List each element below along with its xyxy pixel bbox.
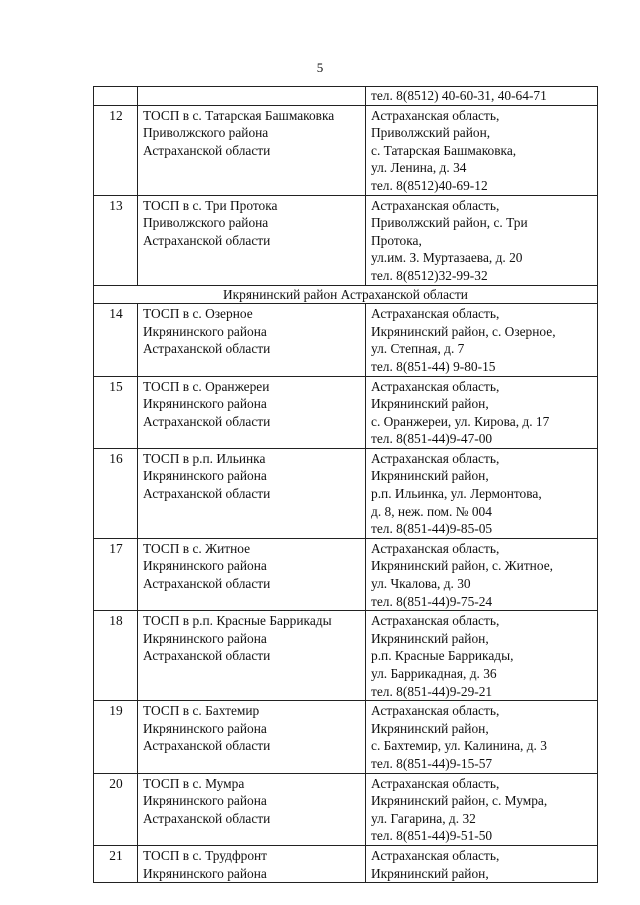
name-line: ТОСП в р.п. Красные Баррикады — [143, 613, 332, 629]
address-line: р.п. Красные Баррикады, — [371, 648, 514, 664]
name-line: Астраханской области — [143, 648, 271, 664]
address-line: тел. 8(851-44)9-47-00 — [371, 431, 493, 447]
cell-number: 17 — [94, 538, 138, 610]
address-line: Астраханская область, — [371, 540, 500, 556]
table-row — [94, 448, 598, 538]
address-line: ул. Баррикадная, д. 36 — [371, 666, 497, 681]
table-row — [94, 773, 598, 845]
table-row — [94, 701, 598, 773]
address-line: Астраханская область, — [371, 197, 500, 213]
address-line: Астраханская область, — [371, 450, 500, 466]
address-line: Приволжский район, с. Три — [371, 215, 528, 231]
name-line: Икрянинского района — [143, 468, 267, 484]
cell-number: 20 — [94, 773, 138, 845]
cell-name — [138, 304, 366, 376]
cell-name — [138, 376, 366, 448]
cell-number: 12 — [94, 105, 138, 195]
table-row — [94, 611, 598, 701]
table-row — [94, 304, 598, 376]
district-header-row — [94, 285, 598, 304]
address-line: Икрянинский район, — [371, 720, 489, 736]
cell-address — [366, 611, 598, 701]
cell-address — [366, 773, 598, 845]
address-line: Астраханская область, — [371, 107, 500, 123]
name-line: Икрянинского района — [143, 558, 267, 574]
address-line: тел. 8(851-44)9-15-57 — [371, 755, 493, 771]
address-line: Икрянинский район, с. Житное, — [371, 558, 553, 574]
cell-name — [138, 538, 366, 610]
cell-address — [366, 538, 598, 610]
name-line: Астраханской области — [143, 413, 271, 429]
address-line: с. Татарская Башмаковка, — [371, 142, 517, 158]
name-line: Астраханской области — [143, 738, 271, 754]
cell-number: 15 — [94, 376, 138, 448]
address-line: ул. Ленина, д. 34 — [371, 160, 467, 176]
name-line: ТОСП в с. Три Протока — [143, 197, 278, 213]
address-line: тел. 8(851-44)9-51-50 — [371, 828, 493, 844]
name-line: ТОСП в р.п. Ильинка — [143, 450, 266, 466]
table-row — [94, 105, 598, 195]
cell-number: 14 — [94, 304, 138, 376]
cell-name — [138, 611, 366, 701]
name-line: ТОСП в с. Бахтемир — [143, 703, 260, 719]
address-line: Астраханская область, — [371, 306, 500, 322]
cell-name — [138, 845, 366, 882]
name-line: Астраханской области — [143, 341, 271, 357]
name-line: Икрянинского района — [143, 720, 267, 736]
address-line: тел. 8(851-44)9-75-24 — [371, 593, 493, 609]
cell-number: 21 — [94, 845, 138, 882]
address-line: Икрянинский район, — [371, 630, 489, 646]
cell-number: 18 — [94, 611, 138, 701]
name-line: ТОСП в с. Озерное — [143, 306, 253, 322]
address-line: Астраханская область, — [371, 775, 500, 791]
address-line: ул. Гагарина, д. 32 — [371, 810, 476, 826]
cell-address — [366, 448, 598, 538]
cell-address — [366, 304, 598, 376]
table-row — [94, 538, 598, 610]
address-line: с. Бахтемир, ул. Калинина, д. 3 — [371, 738, 547, 754]
address-line: тел. 8(851-44)9-29-21 — [371, 683, 493, 699]
cell-name — [138, 105, 366, 195]
name-line: ТОСП в с. Трудфронт — [143, 847, 268, 863]
address-line: тел. 8(851-44) 9-80-15 — [371, 358, 496, 374]
name-line: Икрянинского района — [143, 793, 267, 809]
address-line: ул. Степная, д. 7 — [371, 341, 465, 357]
address-line: Астраханская область, — [371, 613, 500, 629]
cell-address — [366, 195, 598, 285]
address-line: с. Оранжереи, ул. Кирова, д. 17 — [371, 413, 550, 429]
address-line: тел. 8(8512) 40-60-31, 40-64-71 — [371, 88, 547, 103]
name-line: Астраханской области — [143, 232, 271, 248]
cell-address — [366, 105, 598, 195]
name-line: Приволжского района — [143, 125, 269, 141]
table-body-ikr — [94, 304, 598, 883]
address-line: Икрянинский район, — [371, 865, 489, 881]
name-line: ТОСП в с. Мумра — [143, 775, 245, 791]
cell-name — [138, 87, 366, 106]
cell-name — [138, 195, 366, 285]
name-line: ТОСП в с. Оранжереи — [143, 378, 270, 394]
address-line: тел. 8(8512)40-69-12 — [371, 177, 488, 193]
address-line: ул. Чкалова, д. 30 — [371, 576, 471, 592]
name-line: ТОСП в с. Житное — [143, 540, 251, 556]
cell-name — [138, 773, 366, 845]
table-row-continuation — [94, 87, 598, 106]
cell-address — [366, 87, 598, 106]
page-number: 5 — [316, 60, 324, 75]
cell-address — [366, 701, 598, 773]
address-line: Астраханская область, — [371, 847, 500, 863]
name-line: Астраханской области — [143, 142, 271, 158]
name-line: Икрянинского района — [143, 865, 267, 881]
name-line: Астраханской области — [143, 576, 271, 592]
name-line: Приволжского района — [143, 215, 269, 231]
name-line: Икрянинского района — [143, 396, 267, 412]
address-line: Икрянинский район, — [371, 396, 489, 412]
name-line: ТОСП в с. Татарская Башмаковка — [143, 107, 335, 123]
cell-name — [138, 448, 366, 538]
cell-address — [366, 845, 598, 882]
address-line: Икрянинский район, с. Озерное, — [371, 323, 556, 339]
registry-table — [93, 86, 598, 883]
cell-number — [94, 87, 138, 106]
cell-name — [138, 701, 366, 773]
address-line: Икрянинский район, с. Мумра, — [371, 793, 548, 809]
name-line: Астраханской области — [143, 486, 271, 502]
address-line: Астраханская область, — [371, 378, 500, 394]
address-line: д. 8, неж. пом. № 004 — [371, 503, 492, 519]
address-line: тел. 8(851-44)9-85-05 — [371, 521, 493, 537]
name-line: Астраханской области — [143, 810, 271, 826]
district-header: Икрянинский район Астраханской области — [94, 285, 598, 304]
address-line: ул.им. З. Муртазаева, д. 20 — [371, 250, 523, 266]
address-line: Протока, — [371, 232, 422, 248]
cell-number: 16 — [94, 448, 138, 538]
name-line: Икрянинского района — [143, 323, 267, 339]
table-row — [94, 376, 598, 448]
cell-address — [366, 376, 598, 448]
address-line: Приволжский район, — [371, 125, 491, 141]
table-body-priv — [94, 87, 598, 286]
address-line: Икрянинский район, — [371, 468, 489, 484]
address-line: тел. 8(8512)32-99-32 — [371, 267, 488, 283]
table-row — [94, 845, 598, 882]
address-line: р.п. Ильинка, ул. Лермонтова, — [371, 486, 542, 502]
table-body-district — [94, 285, 598, 304]
address-line: Астраханская область, — [371, 703, 500, 719]
cell-number: 13 — [94, 195, 138, 285]
table-row — [94, 195, 598, 285]
cell-number: 19 — [94, 701, 138, 773]
name-line: Икрянинского района — [143, 630, 267, 646]
